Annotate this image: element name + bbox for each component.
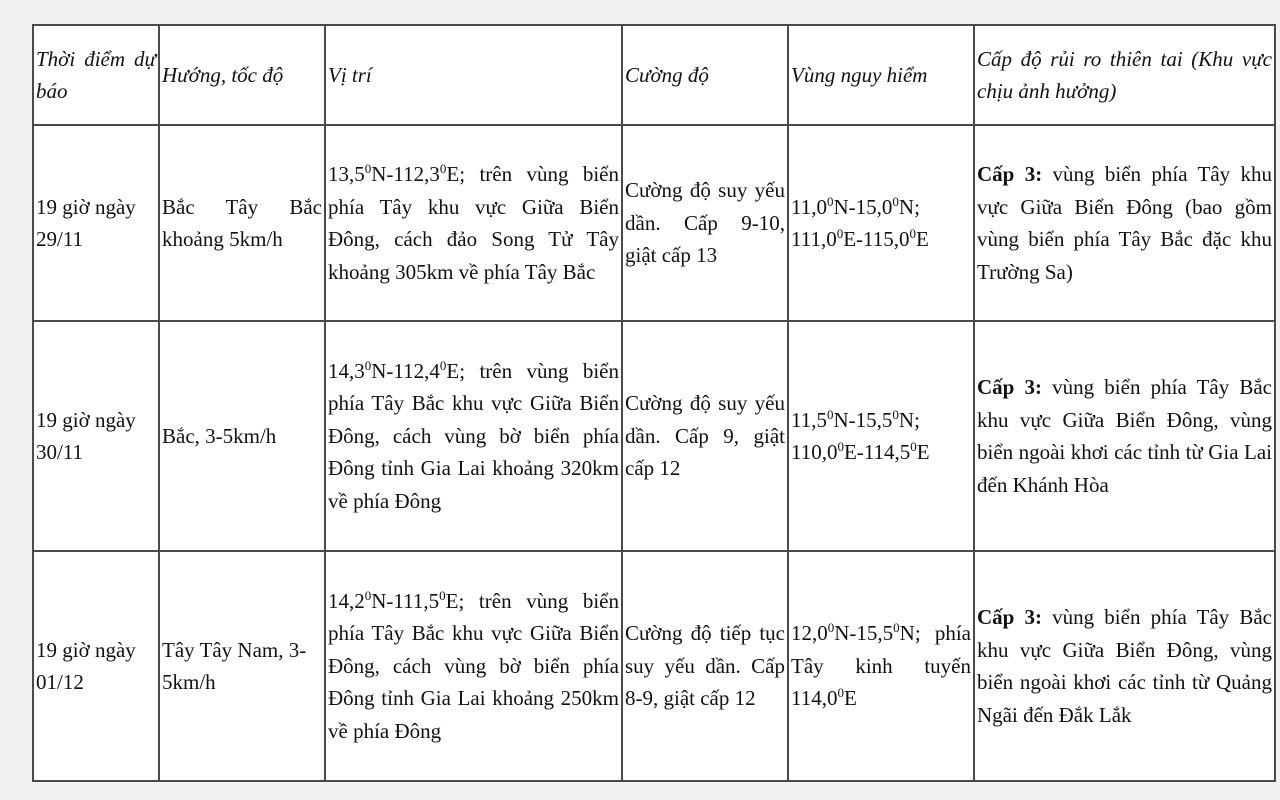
table-row	[33, 551, 1275, 781]
cell-intensity: Cường độ tiếp tục suy yếu dần. Cấp 8-9, giật cấp 12	[622, 551, 788, 781]
danger-lon: 114,0	[791, 686, 838, 711]
cell-position: 14,3$^0$N-112,4$^0$E; trên vùng biển phía Tây Bắc khu vực Giữa Biển Đông, cách vùng bờ biển phía Đông tỉnh Gia Lai khoảng 320km về phía Đông	[325, 321, 622, 551]
danger-lon-to: 114,5	[863, 440, 911, 464]
cell-danger-zone: 12,0$^0$N-15,5$^0$N; phía Tây kinh tuyến 114,0$^0$E	[788, 551, 974, 781]
degree-mark: 0	[827, 620, 835, 636]
cell-danger-zone: 11,5$^0$N-15,5$^0$N; 110,0$^0$E-114,5$^0$E	[788, 321, 974, 551]
risk-area: vùng biển phía Tây khu vực Giữa Biển Đông (bao gồm vùng biển phía Tây Bắc đặc khu Trường Sa)	[977, 162, 1272, 284]
degree-mark: 0	[826, 193, 834, 209]
risk-area: vùng biển phía Tây Bắc khu vực Giữa Biển Đông, vùng biển ngoài khơi các tỉnh từ Gia Lai đến Khánh Hòa	[977, 375, 1272, 497]
cell-disaster-risk	[974, 551, 1275, 781]
cell-direction-speed: Bắc Tây Bắc khoảng 5km/h	[159, 125, 325, 321]
header-danger-zone: Vùng nguy hiểm	[788, 25, 974, 125]
header-position: Vị trí	[325, 25, 622, 125]
position-description: trên vùng biển phía Tây Bắc khu vực Giữa Biển Đông, cách vùng bờ biển phía Đông tỉnh Gia Lai khoảng 320km về phía Đông	[328, 358, 619, 513]
degree-mark: 0	[836, 226, 844, 241]
degree-mark: 0	[364, 161, 372, 176]
cell-disaster-risk	[974, 125, 1275, 321]
danger-lon-from: 110,0	[791, 440, 838, 464]
risk-level-label: Cấp 3:	[977, 162, 1043, 186]
degree-mark: 0	[837, 685, 844, 701]
cell-disaster-risk	[974, 321, 1275, 551]
danger-lon-to: 115,0	[863, 227, 910, 251]
danger-lat-from: 11,0	[791, 194, 827, 219]
degree-mark: 0	[893, 620, 900, 636]
cell-direction-speed: Bắc, 3-5km/h	[159, 321, 325, 551]
degree-mark: 0	[439, 587, 446, 603]
table-header-row	[33, 25, 1275, 125]
header-forecast-time: Thời điểm dự báo	[33, 25, 159, 125]
degree-mark: 0	[909, 226, 917, 241]
degree-mark: 0	[892, 406, 899, 422]
danger-lat-from: 12,0	[791, 621, 828, 646]
position-lon: 112,4	[393, 358, 440, 383]
position-lat: 14,3	[328, 358, 365, 383]
header-disaster-risk-level: Cấp độ rủi ro thiên tai (Khu vực chịu ảnh hưởng)	[974, 25, 1275, 125]
risk-level-label: Cấp 3:	[977, 375, 1042, 399]
cell-danger-zone: 11,0$^0$N-15,0$^0$N; 111,0$^0$E-115,0$^0$E	[788, 125, 974, 321]
risk-level-label: Cấp 3:	[977, 605, 1042, 629]
position-lon: 112,3	[393, 162, 440, 186]
position-lat: 13,5	[328, 162, 365, 186]
degree-mark: 0	[439, 161, 447, 176]
position-description: trên vùng biển phía Tây khu vực Giữa Biển Đông, cách đảo Song Tử Tây khoảng 305km về phía Tây Bắc	[328, 162, 619, 284]
danger-lat-to: 15,5	[856, 621, 894, 646]
degree-mark: 0	[364, 357, 372, 373]
cell-position: 13,5$^0$N-112,3$^0$E; trên vùng biển phía Tây khu vực Giữa Biển Đông, cách đảo Song Tử Tây khoảng 305km về phía Tây Bắc	[325, 125, 622, 321]
danger-lat-to: 15,5	[855, 407, 893, 432]
danger-lat-to: 15,0	[855, 194, 893, 219]
cell-position: 14,2$^0$N-111,5$^0$E; trên vùng biển phía Tây Bắc khu vực Giữa Biển Đông, cách vùng bờ biển phía Đông tỉnh Gia Lai khoảng 250km về phía Đông	[325, 551, 622, 781]
cell-forecast-time: 19 giờ ngày 01/12	[33, 551, 159, 781]
position-description: trên vùng biển phía Tây Bắc khu vực Giữa Biển Đông, cách vùng bờ biển phía Đông tỉnh Gia Lai khoảng 250km về phía Đông	[328, 588, 619, 743]
degree-mark: 0	[837, 439, 844, 454]
degree-mark: 0	[439, 357, 447, 373]
table-row	[33, 321, 1275, 551]
position-lat: 14,2	[328, 588, 365, 613]
cell-intensity: Cường độ suy yếu dần. Cấp 9, giật cấp 12	[622, 321, 788, 551]
cell-forecast-time: 19 giờ ngày 30/11	[33, 321, 159, 551]
table-row	[33, 125, 1275, 321]
degree-mark: 0	[364, 587, 372, 603]
header-direction-speed: Hướng, tốc độ	[159, 25, 325, 125]
degree-mark: 0	[826, 406, 834, 422]
header-intensity: Cường độ	[622, 25, 788, 125]
degree-mark: 0	[892, 193, 899, 209]
danger-lat-from: 11,5	[791, 407, 827, 432]
cell-forecast-time: 19 giờ ngày 29/11	[33, 125, 159, 321]
danger-lon-from: 111,0	[791, 227, 837, 251]
cell-direction-speed: Tây Tây Nam, 3-5km/h	[159, 551, 325, 781]
degree-mark: 0	[910, 439, 917, 454]
storm-forecast-table	[32, 24, 1276, 782]
risk-area: vùng biển phía Tây Bắc khu vực Giữa Biển Đông, vùng biển ngoài khơi các tỉnh từ Quảng Ngãi đến Đắk Lắk	[977, 605, 1272, 727]
danger-west-of-text: phía Tây kinh tuyến	[791, 621, 971, 678]
cell-intensity: Cường độ suy yếu dần. Cấp 9-10, giật cấp 13	[622, 125, 788, 321]
position-lon: 111,5	[393, 588, 440, 613]
